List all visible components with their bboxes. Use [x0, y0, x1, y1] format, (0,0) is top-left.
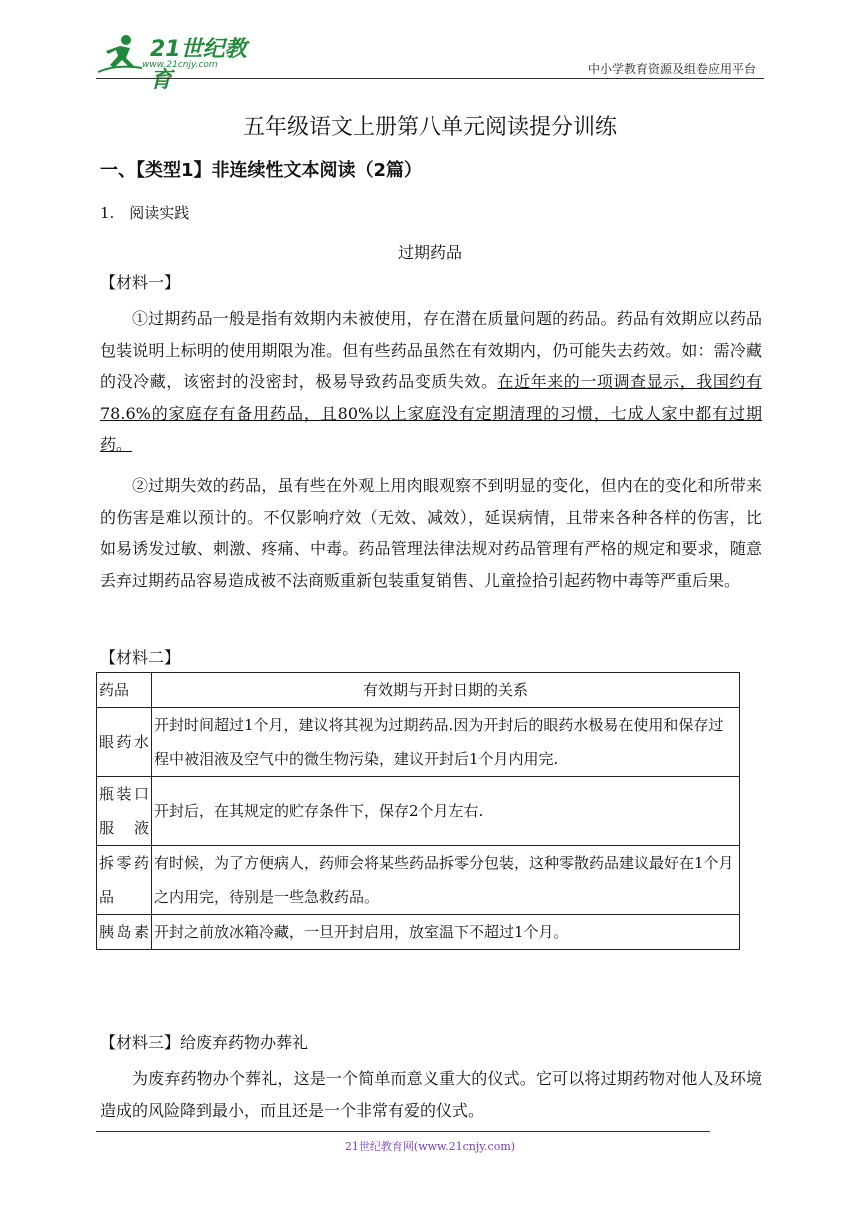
drug-name-cell: 胰岛素 — [97, 915, 152, 950]
drug-name-cell: 拆零药品 — [97, 846, 152, 915]
logo-text: 21世纪教育 — [150, 37, 247, 93]
table-header-cell: 有效期与开封日期的关系 — [152, 673, 740, 708]
site-logo — [96, 30, 266, 93]
drug-name-cell: 瓶装口服液 — [97, 777, 152, 846]
article-title: 过期药品 — [397, 243, 462, 262]
drug-desc-cell: 开封时间超过1个月，建议将其视为过期药品.因为开封后的眼药水极易在使用和保存过程中被泪液及空气中的微生物污染，建议开封后1个月内用完. — [152, 708, 740, 777]
material2-label: 【材料二】 — [100, 648, 181, 667]
material1-label: 【材料一】 — [100, 273, 181, 292]
table-header-row — [97, 673, 740, 708]
drug-desc-cell: 开封后，在其规定的贮存条件下，保存2个月左右. — [152, 777, 740, 846]
section-heading: 一、【类型1】非连续性文本阅读（2篇） — [100, 160, 423, 181]
material1-paragraph1 — [100, 303, 762, 461]
medicine-table — [96, 672, 740, 950]
material3-label: 【材料三】给废弃药物办葬礼 — [100, 1033, 309, 1052]
table-row — [97, 777, 740, 846]
header-divider — [96, 78, 764, 79]
drug-desc-cell: 有时候，为了方便病人，药师会将某些药品拆零分包装，这种零散药品建议最好在1个月之内用完，待别是一些急救药品。 — [152, 846, 740, 915]
document-title: 五年级语文上册第八单元阅读提分训练 — [242, 115, 617, 140]
drug-desc-cell: 开封之前放冰箱冷藏，一旦开封启用，放室温下不超过1个月。 — [152, 915, 740, 950]
drug-name-cell: 眼药水 — [97, 708, 152, 777]
material1-p1-underlined: 在近年来的一项调查显示，我国约有78.6%的家庭存有备用药品，且80%以上家庭没有定期清理的习惯，七成人家中都有过期药。 — [100, 372, 762, 454]
footer-divider — [96, 1131, 710, 1132]
material1-p1-text: ①过期药品一般是指有效期内未被使用，存在潜在质量问题的药品。药品有效期应以药品包装说明上标明的使用期限为准。但有些药品虽然在有效期内，仍可能失去药效。如：需冷藏的没冷藏，该密封的没密封，极易导致药品变质失效。 — [100, 309, 762, 391]
material3-paragraph1: 为废弃药物办个葬礼，这是一个简单而意义重大的仪式。它可以将过期药物对他人及环境造成的风险降到最小，而且还是一个非常有爱的仪式。 — [100, 1069, 762, 1120]
footer-text: 21世纪教育网(www.21cnjy.com) — [344, 1140, 516, 1153]
table-row — [97, 846, 740, 915]
table-row — [97, 915, 740, 950]
question-label: 1. 阅读实践 — [100, 204, 190, 222]
table-header-cell: 药品 — [97, 673, 152, 708]
table-row — [97, 708, 740, 777]
platform-name: 中小学教育资源及组卷应用平台 — [587, 62, 756, 76]
logo-url: www.21cnjy.com — [142, 60, 218, 70]
material1-paragraph2: ②过期失效的药品，虽有些在外观上用肉眼观察不到明显的变化，但内在的变化和所带来的伤害是难以预计的。不仅影响疗效（无效、减效），延误病情，且带来各种各样的伤害，比如易诱发过敏、刺激、疼痛、中毒。药品管理法律法规对药品管理有严格的规定和要求，随意丢弃过期药品容易造成被不法商贩重新包装重复销售、儿童捡拾引起药物中毒等严重后果。 — [100, 476, 762, 590]
